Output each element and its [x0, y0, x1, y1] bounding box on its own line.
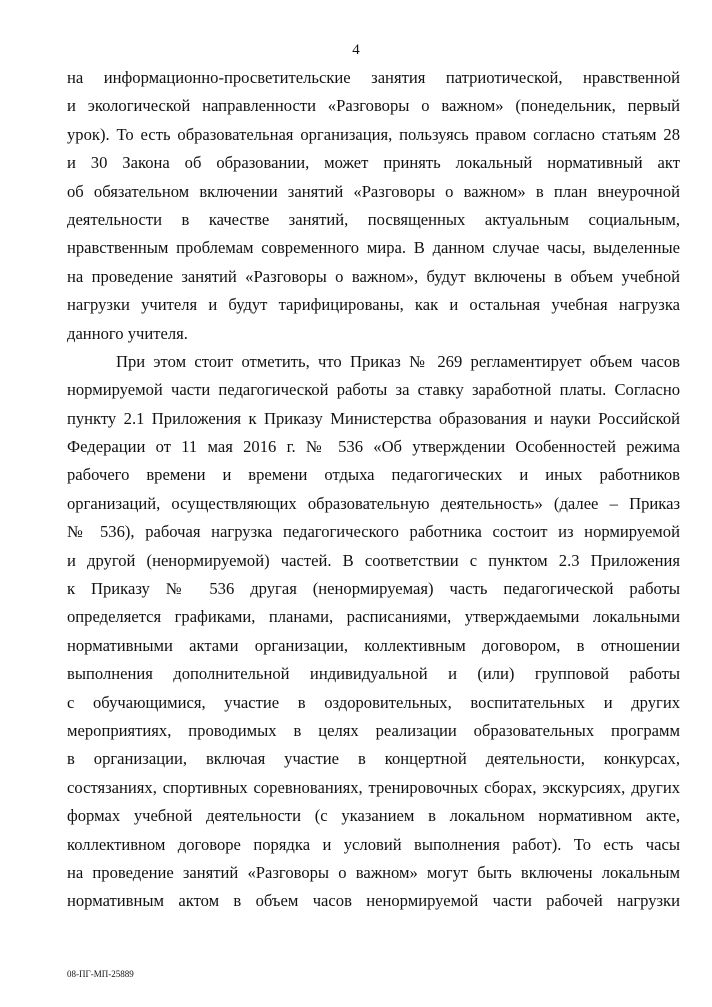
text-line: нормативным актом в объем часов ненормируемой части рабочей нагрузки [67, 891, 680, 911]
text-line: нормируемой части педагогической работы за ставку заработной платы. Согласно [67, 380, 680, 400]
document-code: 08-ПГ-МП-25889 [67, 969, 134, 979]
text-line: на проведение занятий «Разговоры о важном» могут быть включены локальным [67, 862, 680, 882]
text-line: к Приказу № 536 другая (ненормируемая) часть педагогической работы [67, 579, 680, 599]
text-line: об обязательном включении занятий «Разговоры о важном» в план внеурочной [67, 181, 680, 201]
text-line: организаций, осуществляющих образовательную деятельность» (далее – Приказ [67, 493, 680, 513]
text-line: на информационно-просветительские занятия патриотической, нравственной [67, 68, 680, 87]
text-line: нравственным проблемам современного мира. В данном случае часы, выделенные [67, 238, 680, 258]
text-line: с обучающимися, участие в оздоровительных, воспитательных и других [67, 692, 680, 712]
text-line: пункту 2.1 Приложения к Приказу Министерства образования и науки Российской [67, 408, 680, 428]
text-line: № 536), рабочая нагрузка педагогического работника состоит из нормируемой [67, 522, 680, 542]
text-line: и экологической направленности «Разговоры о важном» (понедельник, первый [67, 96, 680, 116]
text-line: на проведение занятий «Разговоры о важном», будут включены в объем учебной [67, 266, 680, 286]
text-line: в организации, включая участие в концертной деятельности, конкурсах, [67, 749, 680, 769]
text-line: и другой (ненормируемой) частей. В соответствии с пунктом 2.3 Приложения [67, 550, 680, 570]
text-line: мероприятиях, проводимых в целях реализации образовательных программ [67, 720, 680, 740]
text-line: коллективном договоре порядка и условий выполнения работ). То есть часы [67, 834, 680, 854]
text-line: состязаниях, спортивных соревнованиях, тренировочных сборах, экскурсиях, других [67, 777, 680, 797]
page-number: 4 [352, 42, 360, 58]
text-line: нормативными актами организации, коллективным договором, в отношении [67, 635, 680, 655]
text-line: формах учебной деятельности (с указанием в локальном нормативном акте, [67, 806, 680, 826]
text-line: урок). То есть образовательная организация, пользуясь правом согласно статьям 28 [67, 124, 680, 144]
text-line: Федерации от 11 мая 2016 г. № 536 «Об утверждении Особенностей режима [67, 437, 680, 457]
paragraph-first-line: При этом стоит отметить, что Приказ № 269 регламентирует объем часов [116, 351, 680, 371]
text-line: определяется графиками, планами, расписаниями, утверждаемыми локальными [67, 607, 680, 627]
text-line: рабочего времени и времени отдыха педагогических и иных работников [67, 465, 680, 485]
document-body [67, 64, 680, 916]
text-line: и 30 Закона об образовании, может принять локальный нормативный акт [67, 153, 680, 173]
text-line: нагрузки учителя и будут тарифицированы, как и остальная учебная нагрузка [67, 295, 680, 315]
text-line: выполнения дополнительной индивидуальной и (или) групповой работы [67, 664, 680, 684]
text-line: деятельности в качестве занятий, посвященных актуальным социальным, [67, 209, 680, 229]
text-line: данного учителя. [67, 323, 188, 343]
